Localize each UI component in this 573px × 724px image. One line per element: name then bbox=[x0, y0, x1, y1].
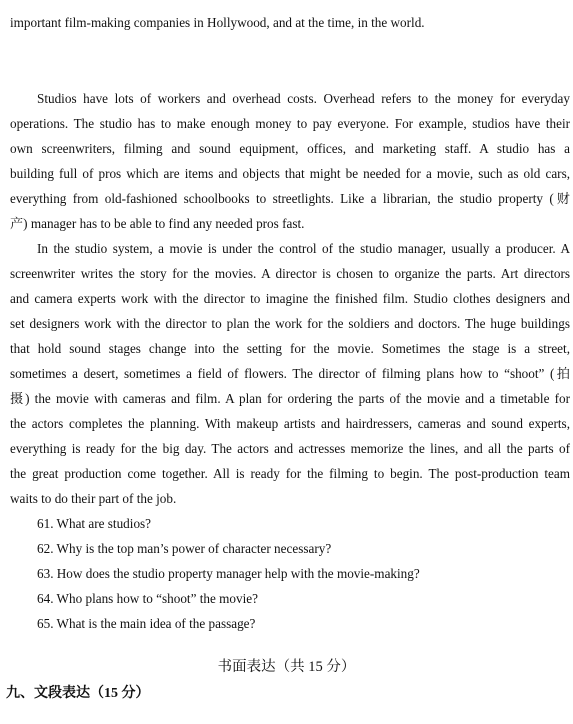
paragraph-line: and camera experts work with the director to imagine the finished film. Studio clothes designers and bbox=[10, 291, 570, 306]
paragraph-line: own screenwriters, filming and sound equipment, offices, and marketing staff. A studio has a bbox=[10, 141, 570, 156]
paragraph-line: waits to do their part of the job. bbox=[10, 491, 177, 506]
paragraph-line: building full of pros which are items and objects that might be needed for a movie, such as old cars, bbox=[10, 166, 570, 181]
intro-line: important film-making companies in Hollywood, and at the time, in the world. bbox=[10, 15, 425, 30]
question-62: 62. Why is the top man’s power of character necessary? bbox=[37, 541, 332, 556]
question-61: 61. What are studios? bbox=[37, 516, 152, 531]
paragraph-line: Studios have lots of workers and overhead costs. Overhead refers to the money for everyday bbox=[37, 91, 570, 106]
paragraph-line: 摄) the movie with cameras and film. A plan for ordering the parts of the movie and a timetable for bbox=[10, 391, 570, 406]
question-65: 65. What is the main idea of the passage? bbox=[37, 616, 256, 631]
paragraph-line: operations. The studio has to make enough money to pay everyone. For example, studios have their bbox=[10, 116, 570, 131]
paragraph-line: sometimes a desert, sometimes a field of flowers. The director of filming plans how to “shoot” (拍 bbox=[10, 366, 570, 381]
question-63: 63. How does the studio property manager help with the movie-making? bbox=[37, 566, 420, 581]
writing-section-title: 书面表达（共 15 分） bbox=[217, 659, 356, 675]
section-heading: 九、文段表达（15 分） bbox=[6, 686, 150, 701]
paragraph-line: set designers work with the director to plan the work for the soldiers and doctors. The huge buildings bbox=[10, 316, 570, 331]
paragraph-line: everything is ready for the big day. The actors and actresses memorize the lines, and all the parts of bbox=[10, 441, 570, 456]
paragraph-line: the great production come together. All is ready for the filming to begin. The post-production team bbox=[10, 466, 570, 481]
paragraph-line: screenwriter writes the story for the movies. A director is chosen to organize the parts. Art directors bbox=[10, 266, 570, 281]
paragraph-line: In the studio system, a movie is under the control of the studio manager, usually a producer. A bbox=[37, 241, 570, 256]
question-64: 64. Who plans how to “shoot” the movie? bbox=[37, 591, 258, 606]
paragraph-line: that hold sound stages change into the setting for the movie. Sometimes the stage is a street, bbox=[10, 341, 570, 356]
paragraph-line: 产) manager has to be able to find any needed pros fast. bbox=[10, 216, 305, 231]
paragraph-line: everything from old-fashioned schoolbooks to streetlights. Like a librarian, the studio property (财 bbox=[10, 191, 570, 206]
paragraph-line: the actors completes the planning. With makeup artists and hairdressers, cameras and sound experts, bbox=[10, 416, 570, 431]
